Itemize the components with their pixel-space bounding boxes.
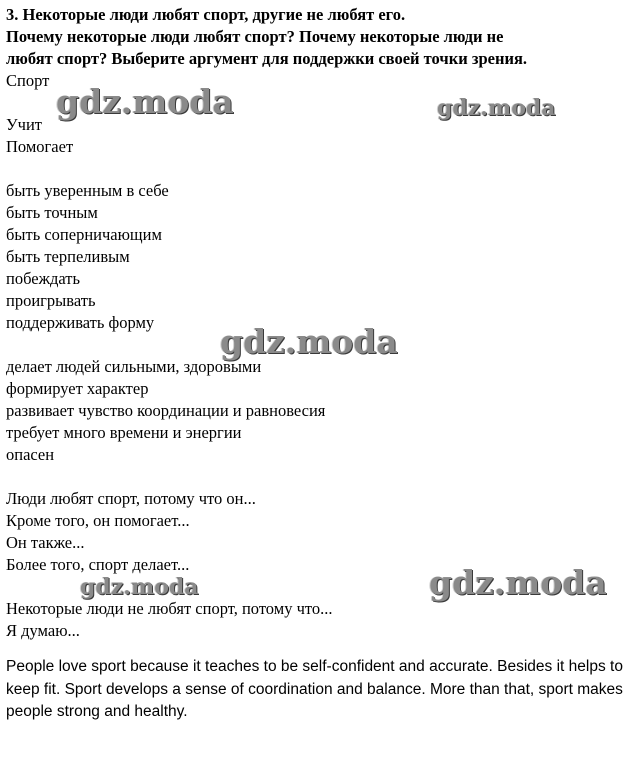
- spacer: [6, 158, 638, 180]
- list-item: быть точным: [6, 203, 98, 222]
- watermark-logo: gdz.moda: [437, 95, 556, 121]
- list-item: опасен: [6, 445, 55, 464]
- list-item: быть уверенным в себе: [6, 181, 169, 200]
- sentence-starters: [6, 488, 638, 576]
- topic-label: Спорт: [6, 71, 50, 90]
- spacer: [6, 576, 638, 598]
- feature-list: [6, 356, 638, 466]
- teaches-label: Учит: [6, 115, 43, 134]
- closing-line: Некоторые люди не любят спорт, потому что...: [6, 599, 333, 618]
- task-header-line-3: любят спорт? Выберите аргумент для поддержки своей точки зрения.: [6, 49, 528, 68]
- verb-phrase-list: [6, 180, 638, 334]
- list-item: Более того, спорт делает...: [6, 555, 190, 574]
- list-item: Люди любят спорт, потому что он...: [6, 489, 256, 508]
- list-item: делает людей сильными, здоровыми: [6, 357, 262, 376]
- list-item: быть терпеливым: [6, 247, 130, 266]
- task-header-line-2: Почему некоторые люди любят спорт? Почему некоторые люди не: [6, 27, 504, 46]
- list-item: развивает чувство координации и равновесия: [6, 401, 326, 420]
- list-item: быть соперничающим: [6, 225, 162, 244]
- list-item: Кроме того, он помогает...: [6, 511, 190, 530]
- spacer: [6, 92, 638, 114]
- watermark-logo: gdz.moda: [429, 563, 607, 602]
- watermark-logo: gdz.moda: [220, 322, 398, 361]
- spacer: [6, 334, 638, 356]
- list-item: проигрывать: [6, 291, 96, 310]
- list-item: формирует характер: [6, 379, 149, 398]
- spacer: [6, 466, 638, 488]
- watermark-logo: gdz.moda: [80, 574, 199, 600]
- closing-line: Я думаю...: [6, 621, 80, 640]
- list-item: поддерживать форму: [6, 313, 155, 332]
- list-item: Он также...: [6, 533, 85, 552]
- answer-paragraph: People love sport because it teaches to be self-confident and accurate. Besides it helps to keep fit. Sport develops a sense of coordination and balance. More than that, sport makes people strong and healthy.: [6, 658, 623, 720]
- document-page: [6, 4, 638, 724]
- list-item: требует много времени и энергии: [6, 423, 242, 442]
- list-item: побеждать: [6, 269, 81, 288]
- helps-label: Помогает: [6, 137, 74, 156]
- watermark-logo: gdz.moda: [56, 82, 234, 121]
- task-header-line-1: 3. Некоторые люди любят спорт, другие не любят его.: [6, 5, 406, 24]
